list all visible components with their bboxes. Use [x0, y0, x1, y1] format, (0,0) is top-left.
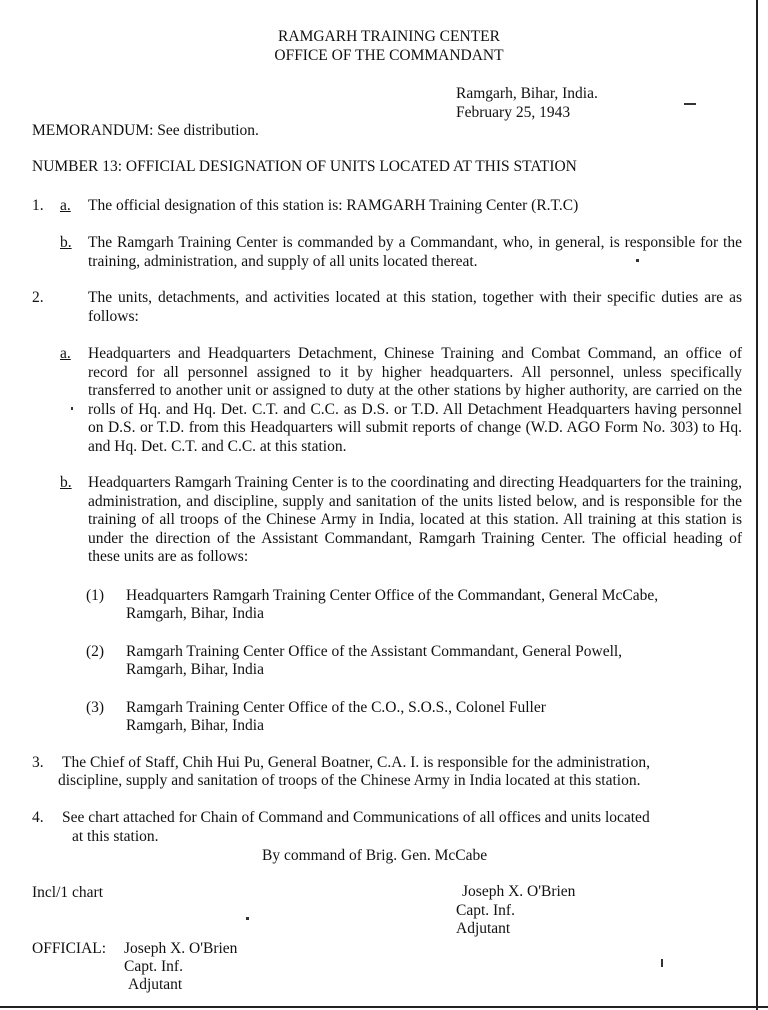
- paragraph-3-number: 3.: [32, 754, 44, 771]
- paragraph-2-text: The units, detachments, and activities located at this station, together with their specific duties are as follows:: [88, 289, 742, 325]
- paragraph-3-line-2: discipline, supply and sanitation of troops of the Chinese Army in India located at this station.: [58, 772, 641, 789]
- paragraph-1a-text: The official designation of this station is: RAMGARH Training Center (R.T.C): [88, 197, 579, 214]
- memorandum-line: MEMORANDUM: See distribution.: [32, 122, 259, 139]
- official-name: Joseph X. O'Brien: [124, 940, 238, 957]
- scan-mark: [661, 959, 663, 967]
- paragraph-1-number: 1.: [32, 197, 44, 214]
- paragraph-1b-label: b.: [60, 234, 72, 251]
- paragraph-2b-text: Headquarters Ramgarh Training Center is to the coordinating and directing Headquarters for the training, administration, and discipline, supply and sanitation of the units listed below, and is responsible for the training of all troops of the Chinese Army in India, located at this station. All training at this station is under the direction of the Assistant Commandant, Ramgarh Training Center. The official heading of these units are as follows:: [88, 474, 742, 565]
- page-border-bottom: [0, 1006, 768, 1008]
- signer-name: Joseph X. O'Brien: [462, 883, 576, 900]
- paragraph-4-line-1: See chart attached for Chain of Command and Communications of all offices and units located: [62, 809, 650, 826]
- scan-mark: [71, 407, 73, 410]
- official-label: OFFICIAL:: [32, 940, 107, 957]
- paragraph-2b-label: b.: [60, 474, 72, 491]
- paragraph-3-line-1: The Chief of Staff, Chih Hui Pu, General Boatner, C.A. I. is responsible for the administration,: [62, 754, 650, 771]
- place: Ramgarh, Bihar, India.: [456, 85, 598, 102]
- sub-item-1-line-1: Headquarters Ramgarh Training Center Office of the Commandant, General McCabe,: [126, 587, 659, 604]
- paragraph-4-line-2: at this station.: [72, 828, 159, 845]
- official-title: Adjutant: [128, 976, 183, 993]
- header-line-1: RAMGARH TRAINING CENTER: [278, 28, 500, 45]
- sub-item-1-line-2: Ramgarh, Bihar, India: [126, 605, 264, 622]
- sub-item-3-label: (3): [86, 699, 105, 716]
- scan-mark: [636, 259, 639, 262]
- date: February 25, 1943: [456, 104, 571, 121]
- paragraph-1b-text: The Ramgarh Training Center is commanded by a Commandant, who, in general, is responsible for the training, administration, and supply of all units located thereat.: [88, 234, 742, 270]
- page-border-right: [756, 0, 758, 1010]
- scan-mark: [246, 917, 249, 920]
- signer-title: Adjutant: [456, 920, 511, 937]
- paragraph-2a-text: Headquarters and Headquarters Detachment, Chinese Training and Combat Command, an office of record for all personnel assigned to it by higher headquarters. All personnel, unless specifically transferred to another unit or assigned to duty at the other stations by higher authority, are carried on the rolls of Hq. and Hq. Det. C.T. and C.C. as D.S. or T.D. All Detachment Headquarters having personnel on D.S. or T.D. from this Headquarters will submit reports of change (W.D. AGO Form No. 303) to Hq. and Hq. Det. C.T. and C.C. at this station.: [88, 345, 742, 455]
- subject-line: NUMBER 13: OFFICIAL DESIGNATION OF UNITS LOCATED AT THIS STATION: [32, 158, 577, 175]
- sub-item-3-line-1: Ramgarh Training Center Office of the C.O., S.O.S., Colonel Fuller: [126, 699, 546, 716]
- header-line-2: OFFICE OF THE COMMANDANT: [274, 47, 504, 64]
- paragraph-4-number: 4.: [32, 809, 44, 826]
- sub-item-2-line-1: Ramgarh Training Center Office of the Assistant Commandant, General Powell,: [126, 643, 623, 660]
- by-command-line: By command of Brig. Gen. McCabe: [262, 847, 488, 864]
- paragraph-1a-label: a.: [60, 197, 71, 214]
- official-rank: Capt. Inf.: [124, 958, 183, 975]
- enclosure-line: Incl/1 chart: [32, 884, 104, 901]
- sub-item-3-line-2: Ramgarh, Bihar, India: [126, 717, 264, 734]
- signer-rank: Capt. Inf.: [456, 902, 515, 919]
- sub-item-2-label: (2): [86, 643, 105, 660]
- sub-item-1-label: (1): [86, 587, 105, 604]
- paragraph-2a-label: a.: [60, 345, 71, 362]
- paragraph-2-number: 2.: [32, 289, 44, 306]
- sub-item-2-line-2: Ramgarh, Bihar, India: [126, 661, 264, 678]
- scan-mark: [684, 103, 696, 105]
